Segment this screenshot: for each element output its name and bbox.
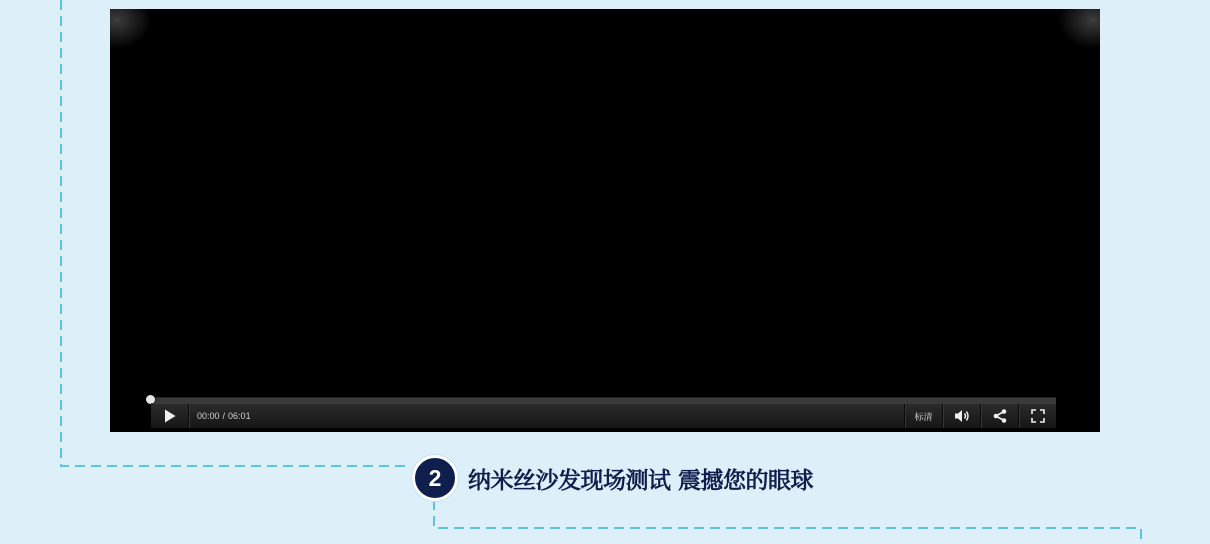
volume-button[interactable]: [942, 404, 980, 428]
time-separator: /: [222, 411, 226, 421]
volume-icon: [954, 409, 970, 423]
play-icon: [164, 409, 176, 423]
video-area[interactable]: [110, 9, 1100, 397]
player-control-bar: [151, 403, 1056, 428]
section-caption: [410, 455, 819, 501]
caption-title: 纳米丝沙发现场测试 震撼您的眼球: [468, 467, 814, 494]
current-time: 00:00: [197, 411, 220, 421]
connector-line-bottom: [434, 500, 1141, 544]
quality-button[interactable]: 标清: [904, 404, 942, 428]
video-player[interactable]: [110, 9, 1100, 432]
fullscreen-button[interactable]: [1018, 404, 1056, 428]
share-icon: [993, 409, 1007, 423]
fullscreen-icon: [1031, 409, 1045, 423]
play-button[interactable]: [151, 404, 189, 428]
time-display: [189, 404, 251, 428]
share-button[interactable]: [980, 404, 1018, 428]
duration: 06:01: [228, 411, 251, 421]
step-number-badge: 2: [412, 455, 458, 501]
